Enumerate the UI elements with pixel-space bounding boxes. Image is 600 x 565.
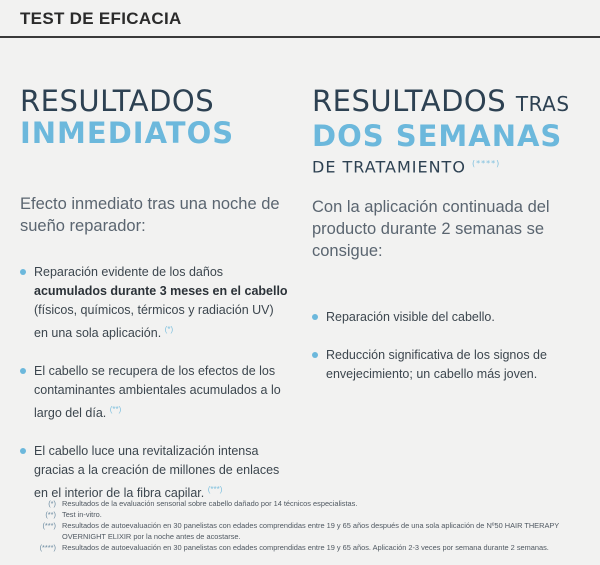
left-heading-line2: INMEDIATOS [20, 116, 235, 150]
footnote-2 [18, 509, 588, 520]
bullet-text: (físicos, químicos, térmicos y radiación UV) en una sola aplicación. [34, 303, 274, 341]
bullet-text: El cabello luce una revitalización intensa gracias a la creación de millones de enlaces en el interior de la fibra capilar. [34, 444, 280, 501]
right-heading-line3 [312, 152, 590, 179]
right-bullet-1: Reparación visible del cabello. [312, 308, 590, 327]
left-intro: Efecto inmediato tras una noche de sueño reparador: [20, 195, 280, 235]
footnote-mark: (*) [164, 325, 174, 334]
footnote-mark: (**) [109, 405, 122, 415]
bullet-bold-text: acumulados durante 3 meses en el cabello [34, 284, 288, 298]
right-intro: Con la aplicación continuada del producto durante 2 semanas se consigue: [312, 198, 550, 261]
immediate-results-column [20, 85, 290, 503]
left-bullet-3 [20, 442, 290, 503]
right-heading-small: TRAS [515, 92, 570, 116]
left-heading-line1: RESULTADOS [20, 84, 215, 118]
footnote-marker: (**) [45, 510, 56, 519]
footnote-4 [18, 542, 588, 553]
right-bullet-2: Reducción significativa de los signos de envejecimiento; un cabello más joven. [312, 346, 590, 384]
header-bar [0, 0, 600, 38]
right-heading-word: RESULTADOS [312, 84, 507, 118]
two-week-results-column [312, 85, 590, 384]
footnote-marker: (****) [39, 543, 56, 552]
right-bullet-list [312, 308, 590, 384]
page-title: TEST DE EFICACIA [20, 9, 182, 28]
left-bullet-2 [20, 362, 290, 423]
left-bullet-list [20, 263, 290, 503]
right-heading-line2: DOS SEMANAS [312, 119, 563, 153]
footnotes [18, 498, 588, 553]
bullet-text: El cabello se recupera de los efectos de los contaminantes ambientales acumulados a lo largo del día. [34, 364, 281, 421]
right-heading-line1 [312, 85, 590, 120]
footnote-marker: (*) [48, 499, 56, 508]
left-bullet-1 [20, 263, 290, 343]
footnote-text: Resultados de autoevaluación en 30 panelistas con edades comprendidas entre 19 y 65 años. Aplicación 2-3 veces por semana durante 2 semanas. [62, 543, 549, 552]
right-heading-sub: DE TRATAMIENTO [312, 157, 466, 177]
footnote-marker: (***) [42, 521, 56, 530]
footnote-text: Resultados de autoevaluación en 30 panelistas con edades comprendidas entre 19 y 65 años después de una sola aplicación de Nº50 HAIR THERAPY OVERNIGHT ELIXIR por la noche antes de acostarse. [62, 521, 560, 541]
footnote-1 [18, 498, 588, 509]
footnote-text: Test in-vitro. [62, 510, 102, 519]
footnote-mark: (****) [472, 159, 501, 168]
bullet-text: Reparación evidente de los daños [34, 265, 224, 279]
footnote-3 [18, 520, 588, 542]
footnote-mark: (***) [207, 485, 223, 495]
footnote-text: Resultados de la evaluación sensorial sobre cabello dañado por 14 técnicos especialistas. [62, 499, 358, 508]
